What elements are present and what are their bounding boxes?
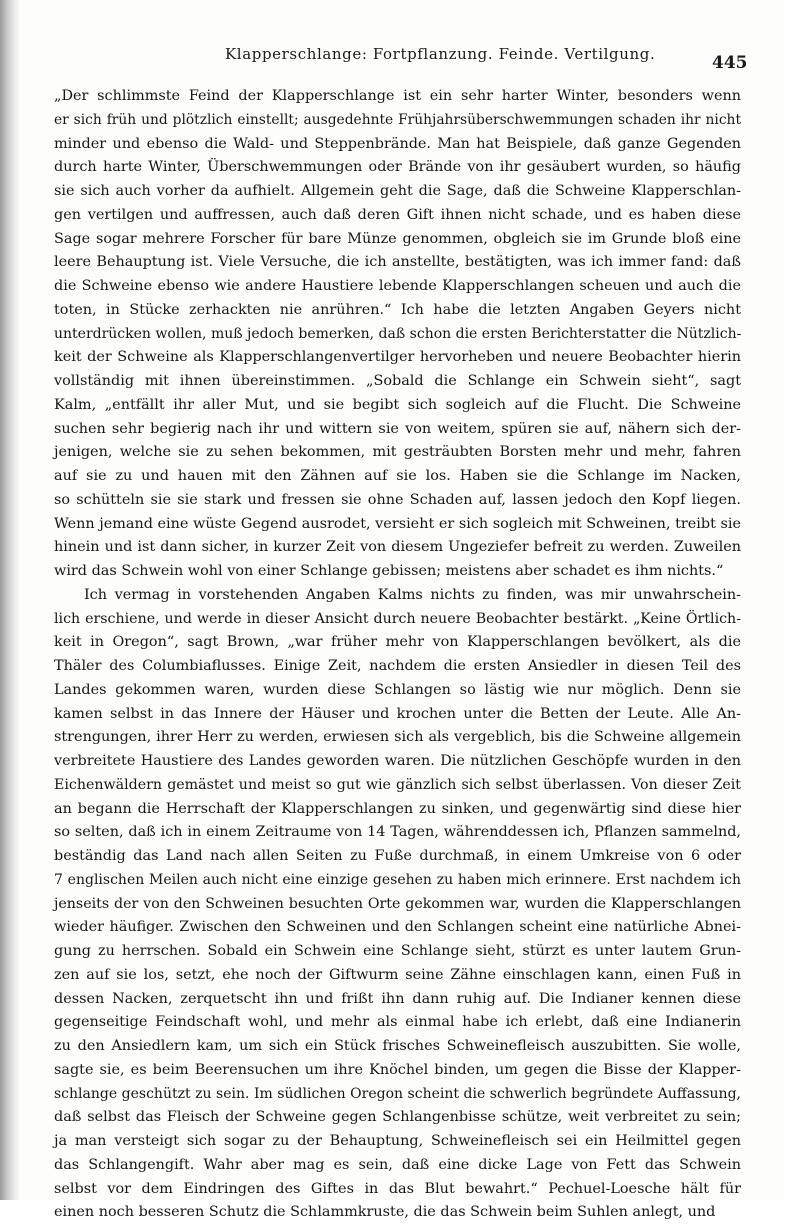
- page-number: 445: [712, 53, 748, 73]
- body-text: [54, 85, 741, 1225]
- text-line: minder und ebenso die Wald- und Steppenbrände. Man hat Beispiele, daß ganze Gegenden: [54, 135, 741, 152]
- text-line: schlange geschützt zu sein. Im südlichen Oregon scheint die schwerlich begründete Auffassung,: [54, 1085, 741, 1102]
- text-line: so schütteln sie sie stark und fressen sie ohne Schaden auf, lassen jedoch den Kopf liegen.: [54, 491, 741, 508]
- text-line: Wenn jemand eine wüste Gegend ausrodet, versieht er sich sogleich mit Schweinen, treibt sie: [54, 515, 741, 532]
- text-line: jenseits der von den Schweinen besuchten Orte gekommen war, wurden die Klapperschlangen: [54, 895, 741, 912]
- text-line: vollständig mit ihnen übereinstimmen. „Sobald die Schlange ein Schwein sieht“, sagt: [54, 373, 741, 389]
- text-line: leere Behauptung ist. Viele Versuche, die ich anstellte, bestätigten, was ich immer fand: daß: [54, 254, 741, 271]
- text-line: Eichenwäldern gemästet und meist so gut wie gänzlich sich selbst überlassen. Von dieser Zeit: [54, 776, 741, 793]
- text-line: er sich früh und plötzlich einstellt; ausgedehnte Frühjahrsüberschwemmungen schaden ihr nicht: [54, 111, 741, 128]
- text-line: „Der schlimmste Feind der Klapperschlange ist ein sehr harter Winter, besonders wenn: [54, 88, 741, 104]
- text-line: auf sie zu und hauen mit den Zähnen auf sie los. Haben sie die Schlange im Nacken,: [54, 468, 741, 484]
- text-line: das Schlangengift. Wahr aber mag es sein, daß eine dicke Lage von Fett das Schwein: [54, 1156, 741, 1173]
- text-line: so selten, daß ich in einem Zeitraume von 14 Tagen, währenddessen ich, Pflanzen sammelnd,: [54, 824, 741, 841]
- text-line: toten, in Stücke zerhackten nie anrühren.“ Ich habe die letzten Angaben Geyers nicht: [54, 301, 741, 318]
- text-line: an begann die Herrschaft der Klapperschlangen zu sinken, und gegenwärtig sind diese hier: [54, 800, 741, 817]
- text-line: die Schweine ebenso wie andere Haustiere lebende Klapperschlangen scheuen und auch die: [54, 278, 741, 294]
- text-line: keit der Schweine als Klapperschlangenvertilger hervorheben und neuere Beobachter hierin: [54, 349, 741, 366]
- text-line: wieder häufiger. Zwischen den Schweinen und den Schlangen scheint eine natürliche Abnei-: [54, 919, 741, 936]
- text-line: sagte sie, es beim Beerensuchen um ihre Knöchel binden, um gegen die Bisse der Klapper-: [54, 1061, 741, 1078]
- text-line: Sage sogar mehrere Forscher für bare Münze genommen, obgleich sie im Grunde bloß eine: [54, 230, 741, 247]
- text-line: lich erschiene, und werde in dieser Ansicht durch neuere Beobachter bestärkt. „Keine Örtlich-: [54, 610, 741, 627]
- text-line: sie sich auch vorher da aufhielt. Allgemein geht die Sage, daß die Schweine Klapperschlan-: [54, 183, 741, 199]
- text-line: zu den Ansiedlern kam, um sich ein Stück frisches Schweinefleisch auszubitten. Sie wolle,: [54, 1038, 741, 1054]
- text-line: durch harte Winter, Überschwemmungen oder Brände von ihr gesäubert wurden, so häufig: [54, 159, 741, 176]
- text-line: gung zu herrschen. Sobald ein Schwein eine Schlange sieht, stürzt es unter lautem Grun-: [54, 943, 741, 959]
- text-line: Landes gekommen waren, wurden diese Schlangen so lästig wie nur möglich. Denn sie: [54, 681, 741, 698]
- text-line: kamen selbst in das Innere der Häuser und krochen unter die Betten der Leute. Alle An-: [54, 705, 741, 722]
- text-line: keit in Oregon“, sagt Brown, „war früher mehr von Klapperschlangen bevölkert, als die: [54, 634, 741, 651]
- text-line: dessen Nacken, zerquetscht ihn und frißt ihn dann ruhig auf. Die Indianer kennen diese: [54, 990, 741, 1007]
- text-line: Thäler des Columbiaflusses. Einige Zeit, nachdem die ersten Ansiedler in diesen Teil des: [54, 658, 741, 674]
- text-line: einen noch besseren Schutz die Schlammkruste, die das Schwein beim Suhlen anlegt, und: [54, 1204, 716, 1221]
- text-line: 7 englischen Meilen auch nicht eine einzige gesehen zu haben mich erinnere. Erst nachdem ich: [54, 871, 741, 888]
- text-line: Ich vermag in vorstehenden Angaben Kalms nichts zu finden, was mir unwahrschein-: [84, 586, 741, 603]
- text-line: gen vertilgen und auffressen, auch daß deren Gift ihnen nicht schade, und es haben diese: [54, 206, 741, 223]
- text-line: verbreitete Haustiere des Landes geworden waren. Die nützlichen Geschöpfe wurden in den: [54, 753, 741, 769]
- text-line: hinein und ist dann sicher, in kurzer Zeit von diesem Ungeziefer befreit zu werden. Zuweilen: [54, 539, 741, 556]
- text-line: wird das Schwein wohl von einer Schlange gebissen; meistens aber schadet es ihm nichts.“: [54, 563, 724, 579]
- text-line: suchen sehr begierig nach ihr und wittern sie von weitem, spüren sie auf, nähern sich der-: [54, 420, 741, 437]
- running-header-title: Klapperschlange: Fortpflanzung. Feinde. Vertilgung.: [225, 45, 656, 63]
- binding-gutter-shadow: [0, 0, 20, 1200]
- text-line: gegenseitige Feindschaft wohl, und mehr als einmal habe ich erlebt, daß eine Indianerin: [54, 1014, 741, 1031]
- text-line: jenigen, welche sie zu sehen bekommen, mit gesträubten Borsten mehr und mehr, fahren: [54, 444, 741, 461]
- text-line: zen auf sie los, setzt, ehe noch der Giftwurm seine Zähne einschlagen kann, einen Fuß in: [54, 966, 741, 983]
- text-line: selbst vor dem Eindringen des Giftes in das Blut bewahrt.“ Pechuel-Loesche hält für: [54, 1180, 741, 1197]
- text-line: daß selbst das Fleisch der Schweine gegen Schlangenbisse schütze, weit verbreitet zu sein;: [54, 1109, 741, 1126]
- text-line: unterdrücken wollen, muß jedoch bemerken, daß schon die ersten Berichterstatter die Nützlich-: [54, 325, 742, 342]
- text-line: beständig das Land nach allen Seiten zu Fuße durchmaß, in einem Umkreise von 6 oder: [54, 848, 741, 864]
- text-line: strengungen, ihrer Herr zu werden, erwiesen sich als vergeblich, bis die Schweine allgemein: [54, 729, 741, 746]
- text-line: Kalm, „entfällt ihr aller Mut, und sie begibt sich sogleich auf die Flucht. Die Schweine: [54, 396, 741, 413]
- text-line: ja man versteigt sich sogar zu der Behauptung, Schweinefleisch sei ein Heilmittel gegen: [54, 1133, 741, 1149]
